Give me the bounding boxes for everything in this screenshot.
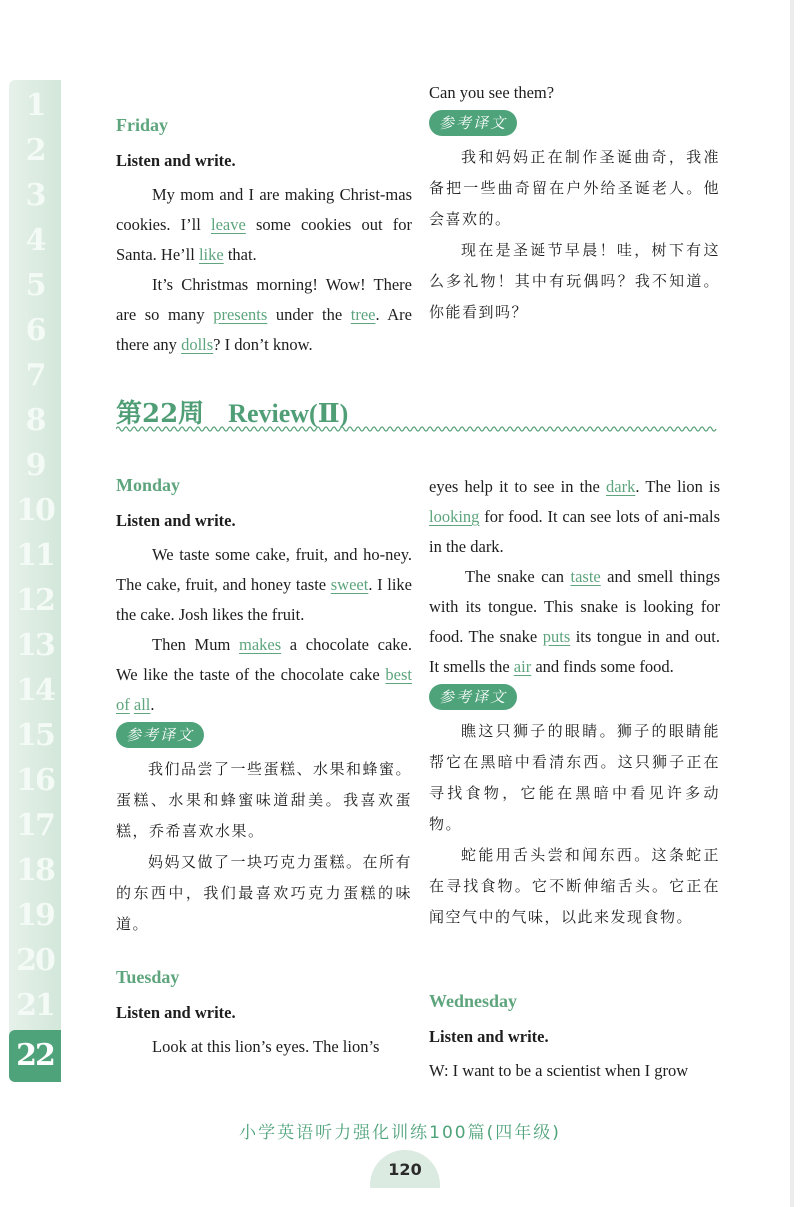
side-chapter-tabs (9, 80, 61, 1075)
side-tab[interactable]: 13 (16, 628, 54, 663)
side-tab[interactable]: 14 (16, 673, 54, 708)
monday-section (116, 470, 412, 940)
side-tab[interactable]: 1 (25, 88, 45, 123)
answer-word: all (133, 695, 151, 714)
translation: 瞧这只狮子的眼睛。狮子的眼睛能帮它在黑暗中看清东西。这只狮子正在寻找食物，它能在黑暗中看见许多动物。 蛇能用舌头尝和闻东西。这条蛇正在寻找食物。它不断伸缩舌头。它正在闻空气中的气味，以此来发现食物。 (429, 722, 720, 926)
answer-word: tree (350, 305, 376, 324)
reference-translation-badge: 参考译文 (429, 684, 517, 710)
answer-word: sweet (330, 575, 369, 594)
paragraph: It’s Christmas morning! Wow! There are so many presents under the tree. Are there any dolls? I don’t know. (116, 275, 412, 354)
paragraph: Look at this lion’s eyes. The lion’s (152, 1037, 380, 1056)
paragraph: We taste some cake, fruit, and ho-ney. The cake, fruit, and honey taste sweet. I like the cake. Josh likes the fruit. (116, 545, 412, 624)
tuesday-section (116, 962, 412, 1062)
wednesday-section (429, 986, 720, 1086)
side-tab[interactable]: 15 (16, 718, 54, 753)
paragraph: eyes help it to see in the dark. The lion is looking for food. It can see lots of ani-mals in the dark. (429, 477, 720, 556)
paragraph: Can you see them? (429, 83, 555, 102)
paragraph: Then Mum makes a chocolate cake. We like the taste of the chocolate cake best of all. (116, 635, 412, 714)
paragraph: My mom and I are making Christ-mas cookies. I’ll leave some cookies out for Santa. He’ll like that. (116, 185, 412, 264)
friday-continued (429, 78, 720, 328)
answer-word: looking (429, 507, 480, 526)
side-tab[interactable]: 6 (25, 313, 45, 348)
paragraph: The snake can taste and smell things with its tongue. This snake is looking for food. The snake puts its tongue in and out. It smells the air and finds some food. (429, 567, 720, 676)
side-tab[interactable]: 5 (25, 268, 45, 303)
book-title: 小学英语听力强化训练100篇(四年级) (239, 1123, 561, 1143)
side-tab[interactable]: 2 (25, 133, 45, 168)
answer-word: makes (238, 635, 282, 654)
reference-translation-badge: 参考译文 (116, 722, 204, 748)
translation: 我们品尝了一些蛋糕、水果和蜂蜜。蛋糕、水果和蜂蜜味道甜美。我喜欢蛋糕，乔希喜欢水果。 妈妈又做了一块巧克力蛋糕。在所有的东西中，我们最喜欢巧克力蛋糕的味道。 (116, 760, 413, 933)
side-tab[interactable]: 20 (16, 943, 54, 978)
side-tab[interactable]: 3 (25, 178, 45, 213)
answer-word: dark (606, 477, 636, 496)
answer-word: taste (570, 567, 601, 586)
day-heading-wednesday: Wednesday (429, 991, 518, 1011)
day-heading-monday: Monday (116, 475, 181, 495)
section-name: Review(Ⅱ) (228, 399, 349, 428)
wavy-divider (116, 424, 720, 434)
day-heading-friday: Friday (116, 115, 168, 135)
page-edge (790, 0, 794, 1207)
side-tab[interactable]: 16 (16, 763, 54, 798)
instruction: Listen and write. (116, 151, 236, 170)
answer-word: leave (211, 215, 246, 234)
answer-word: presents (213, 305, 268, 324)
paragraph: W: I want to be a scientist when I grow (429, 1061, 689, 1080)
side-tab[interactable]: 18 (16, 853, 54, 888)
answer-word: dolls (181, 335, 214, 354)
week-label: 第22周 (116, 399, 205, 429)
friday-section (116, 110, 412, 360)
side-tab[interactable]: 21 (16, 988, 54, 1023)
day-heading-tuesday: Tuesday (116, 967, 180, 987)
tuesday-continued (429, 472, 720, 933)
answer-word: air (513, 657, 532, 676)
page-number: 120 (370, 1150, 440, 1188)
side-tab[interactable]: 9 (25, 448, 45, 483)
answer-word: puts (542, 627, 571, 646)
side-tab[interactable]: 12 (16, 583, 54, 618)
translation: 我和妈妈正在制作圣诞曲奇，我准备把一些曲奇留在户外给圣诞老人。他会喜欢的。 现在是圣诞节早晨！哇，树下有这么多礼物！其中有玩偶吗？我不知道。你能看到吗？ (429, 148, 720, 321)
instruction: Listen and write. (116, 1003, 236, 1022)
reference-translation-badge: 参考译文 (429, 110, 517, 136)
side-tab[interactable]: 17 (16, 808, 54, 843)
side-tab[interactable]: 19 (16, 898, 54, 933)
side-tab[interactable]: 10 (16, 493, 54, 528)
side-tab[interactable]: 11 (16, 538, 54, 573)
instruction: Listen and write. (429, 1027, 549, 1046)
side-tab[interactable]: 8 (25, 403, 45, 438)
side-tab[interactable]: 4 (25, 223, 45, 258)
answer-word: of (116, 695, 130, 714)
side-tab-active[interactable]: 22 (9, 1030, 61, 1082)
answer-word: like (198, 245, 224, 264)
side-tab[interactable]: 7 (25, 358, 45, 393)
answer-word: best (385, 665, 412, 684)
instruction: Listen and write. (116, 511, 236, 530)
